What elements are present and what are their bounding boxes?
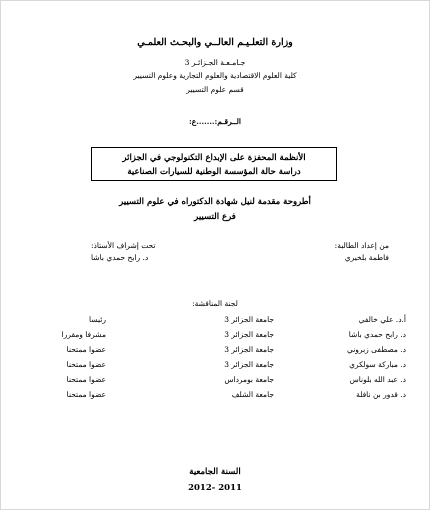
member-role: عضوا ممتحنا	[66, 390, 106, 399]
ministry-name: وزارة التعلـيـم العالــي والبحـث العلمـي	[137, 37, 293, 48]
member-name: أ.د. علي خالفي	[358, 315, 406, 324]
committee-row	[26, 390, 406, 402]
thesis-title-box	[91, 147, 337, 181]
member-role: مشرفا ومقررا	[61, 330, 106, 339]
faculty-name: كلية العلوم الاقتصادية والعلوم التجارية وعلوم التسيير	[133, 71, 297, 80]
prepared-by-label: من إعداد الطالبة:	[334, 241, 389, 250]
reference-number: الــرقـم:.......ع:	[189, 117, 241, 126]
member-institution: جامعة الجزائر 3	[224, 360, 274, 369]
thesis-title-line2: دراسة حالة المؤسسة الوطنية للسيارات الصناعية	[127, 167, 301, 177]
member-institution: جامعة الجزائر 3	[224, 345, 274, 354]
committee-row	[26, 375, 406, 387]
member-institution: جامعة الشلف	[231, 390, 274, 399]
academic-year-label: السنة الجامعية	[189, 467, 241, 477]
member-name: د. عبد الله بلوناس	[349, 375, 406, 384]
student-name: فاطمة بلخيري	[344, 253, 389, 262]
member-name: د. قدور بن نافلة	[356, 390, 406, 399]
supervisor-label: تحت إشراف الأستاذ:	[91, 241, 156, 250]
member-institution: جامعة بومرداس	[224, 375, 274, 384]
department-name: قسم علوم التسيير	[186, 85, 244, 94]
member-name: د. مباركة سولكري	[349, 360, 406, 369]
member-role: رئيسا	[89, 315, 106, 324]
committee-heading: لجنة المناقشة:	[192, 299, 238, 308]
member-institution: جامعة الجزائر 3	[224, 315, 274, 324]
committee-row	[26, 345, 406, 357]
thesis-branch: فرع التسيير	[194, 212, 236, 222]
university-name: جـامـعـة الجـزائـر 3	[184, 58, 246, 67]
member-institution: جامعة الجزائر 3	[224, 330, 274, 339]
academic-years: 2012- 2011	[188, 483, 242, 493]
thesis-title-line1: الأنظمة المحفزة على الإبداع التكنولوجي في الجزائر	[122, 153, 306, 163]
supervisor-name: د. رابح حمدي باشا	[91, 253, 149, 262]
member-role: عضوا ممتحنا	[66, 375, 106, 384]
member-role: عضوا ممتحنا	[66, 345, 106, 354]
member-name: د. رابح حمدي باشا	[348, 330, 406, 339]
thesis-type: أطروحة مقدمة لنيل شهادة الدكتوراه في علوم التسيير	[119, 197, 311, 207]
committee-row	[26, 330, 406, 342]
committee-row	[26, 360, 406, 372]
committee-row	[26, 315, 406, 327]
committee-table	[26, 315, 406, 405]
member-name: د. مصطفى زبروني	[346, 345, 406, 354]
member-role: عضوا ممتحنا	[66, 360, 106, 369]
